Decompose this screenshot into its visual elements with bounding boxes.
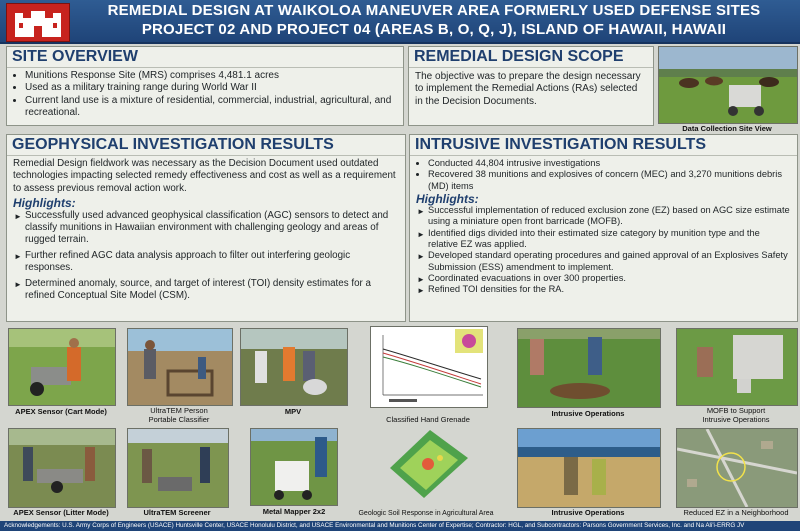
mofb-caption: MOFB to Support Intrusive Operations — [702, 406, 770, 424]
data-collection-caption: Data Collection Site View — [682, 124, 772, 133]
mpv-photo — [240, 328, 348, 406]
intrusive-bullet: • Recovered 38 munitions and explosives of concern (MEC) and 3,270 munitions debris (MD) items — [428, 169, 791, 192]
scope-text: The objective was to prepare the design necessary to implement the Remedial Actions (RAs) selected in the Decision Documents. — [415, 71, 641, 107]
site-overview-bullet: • Current land use is a mixture of residential, commercial, industrial, agricultural, and recreational. — [25, 95, 397, 120]
scope-heading: REMEDIAL DESIGN SCOPE — [409, 47, 653, 68]
metal-mapper-photo — [250, 428, 338, 506]
site-overview-heading: SITE OVERVIEW — [7, 47, 403, 68]
remedial-design-scope-panel — [408, 46, 654, 126]
geologic-response-map — [380, 428, 470, 500]
reduced-ez-caption: Reduced EZ in a Neighborhood — [683, 508, 789, 517]
apex-cart-caption: APEX Sensor (Cart Mode) — [15, 407, 107, 416]
intrusive-results-panel — [409, 134, 798, 322]
apex-litter-caption: APEX Sensor (Litter Mode) — [13, 508, 109, 517]
geophysical-heading: GEOPHYSICAL INVESTIGATION RESULTS — [7, 135, 405, 156]
mpv-caption: MPV — [284, 407, 302, 416]
geophysical-results-panel — [6, 134, 406, 322]
grenade-caption: Classified Hand Grenade — [386, 415, 470, 424]
intrusive-highlight: ► Developed standard operating procedures and gained approval of an Explosives Safety Submission (ESS) amendment to implement. — [428, 250, 791, 273]
ultratem-person-caption: UltraTEM Person Portable Classifier — [148, 406, 210, 424]
intrusive-highlight: ► Refined TOI densities for the RA. — [428, 284, 791, 295]
intrusive-highlight: ► Successful implementation of reduced exclusion zone (EZ) based on AGC size estimate using a miniature open front barricade (MOFB). — [428, 205, 791, 228]
intrusive-ops-photo-1 — [517, 328, 661, 408]
geophysical-highlight: ► Further refined AGC data analysis approach to filter out interfering geologic responses. — [25, 250, 399, 275]
ultratem-person-photo — [127, 328, 233, 406]
intrusive-ops-caption-2: Intrusive Operations — [551, 508, 625, 517]
geophysical-highlight: ► Successfully used advanced geophysical classification (AGC) sensors to detect and classify munitions in Hawaiian environment with challenging geology and areas of rugged terrain. — [25, 210, 399, 247]
site-overview-panel — [6, 46, 404, 126]
classified-grenade-figure — [370, 326, 488, 408]
site-overview-bullet: • Used as a military training range during World War II — [25, 82, 397, 94]
reduced-ez-map — [676, 428, 798, 508]
metal-mapper-caption: Metal Mapper 2x2 — [262, 507, 326, 516]
geophysical-intro: Remedial Design fieldwork was necessary as the Decision Document used outdated technologies impacting selected remedy effectiveness and cost as well as a requirement to assess previous removal action work. — [13, 158, 396, 194]
ultratem-screener-photo — [127, 428, 229, 508]
poster-title-line2: PROJECT 02 AND PROJECT 04 (AREAS B, O, Q, J), ISLAND OF HAWAII, HAWAII — [141, 21, 727, 38]
intrusive-ops-photo-2 — [517, 428, 661, 508]
intrusive-heading: INTRUSIVE INVESTIGATION RESULTS — [410, 135, 797, 156]
site-overview-bullet: • Munitions Response Site (MRS) comprises 4,481.1 acres — [25, 70, 397, 82]
mofb-photo — [676, 328, 798, 406]
geophysical-highlight: ► Determined anomaly, source, and target of interest (TOI) density estimates for a refined Conceptual Site Model (CSM). — [25, 278, 399, 303]
poster-title-line1: REMEDIAL DESIGN AT WAIKOLOA MANEUVER AREA FORMERLY USED DEFENSE SITES — [107, 2, 761, 19]
usace-castle-logo — [6, 3, 70, 42]
apex-cart-photo — [8, 328, 116, 406]
data-collection-photo — [658, 46, 798, 124]
header-banner — [0, 0, 800, 44]
intrusive-highlights-label: Highlights: — [416, 191, 479, 206]
geologic-response-caption: Geologic Soil Response in Agricultural Area — [358, 510, 494, 517]
apex-litter-photo — [8, 428, 116, 508]
acknowledgements-footer: Acknowledgements: U.S. Army Corps of Engineers (USACE) Huntsville Center, USACE Honolulu District, and USACE Environmental and Munitions Center of Expertise; Contractor: HGL, and Subcontractors: Parsons Government Services, Inc. and Na Ali'i-ERRG JV — [0, 521, 800, 531]
intrusive-highlight: ► Coordinated evacuations in over 300 properties. — [428, 273, 791, 284]
intrusive-bullet: • Conducted 44,804 intrusive investigations — [428, 158, 791, 169]
intrusive-highlight: ► Identified digs divided into their estimated size category by munition type and the relative EZ was applied. — [428, 228, 791, 251]
geophysical-highlights-label: Highlights: — [13, 196, 76, 211]
ultratem-screener-caption: UltraTEM Screener — [143, 508, 211, 517]
intrusive-ops-caption-1: Intrusive Operations — [551, 409, 625, 418]
